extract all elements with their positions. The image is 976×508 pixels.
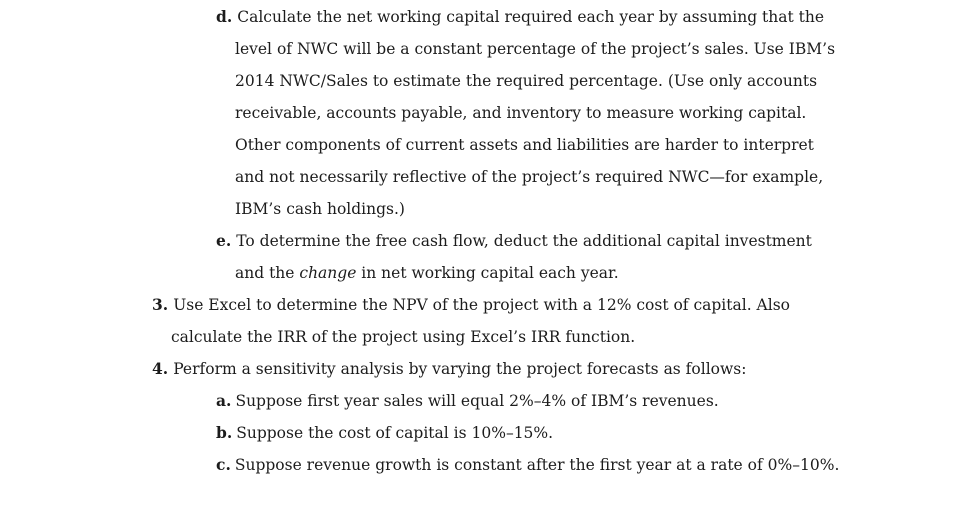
item-d-line-5: Other components of current assets and liabilities are harder to interpret	[235, 136, 814, 154]
item-e-line-2	[235, 263, 619, 283]
item-e-text-2a: and the	[235, 264, 300, 282]
item-e-line-1	[216, 231, 812, 251]
sub-item-a-marker: a.	[216, 391, 232, 410]
item-4-text-1: Perform a sensitivity analysis by varying the project forecasts as follows:	[173, 360, 747, 378]
sub-item-c-marker: c.	[216, 455, 231, 474]
item-e-text-1: To determine the free cash flow, deduct the additional capital investment	[236, 232, 812, 250]
item-3-text-1: Use Excel to determine the NPV of the project with a 12% cost of capital. Also	[173, 296, 790, 314]
item-d-line-3: 2014 NWC/Sales to estimate the required percentage. (Use only accounts	[235, 72, 818, 90]
sub-item-b-marker: b.	[216, 423, 233, 442]
item-3-line-1	[152, 295, 790, 315]
item-4-marker: 4.	[152, 359, 169, 378]
item-e-emphasis: change	[299, 264, 357, 282]
item-3-marker: 3.	[152, 295, 169, 314]
sub-item-c-text: Suppose revenue growth is constant after the first year at a rate of 0%–10%.	[234, 456, 840, 474]
item-d-line-2: level of NWC will be a constant percentage of the project’s sales. Use IBM’s	[235, 40, 836, 58]
item-4-line-1	[152, 359, 746, 379]
item-e-text-2b: in net working capital each year.	[356, 264, 619, 282]
item-d-line-1	[216, 7, 824, 27]
sub-item-b	[216, 423, 553, 443]
item-d-text-1: Calculate the net working capital required each year by assuming that the	[237, 8, 825, 26]
item-d-line-7: IBM’s cash holdings.)	[235, 200, 405, 218]
sub-item-a	[216, 391, 719, 411]
item-e-marker: e.	[216, 231, 232, 250]
item-3-line-2: calculate the IRR of the project using Excel’s IRR function.	[171, 328, 636, 346]
item-d-line-6: and not necessarily reflective of the project’s required NWC—for example,	[235, 168, 824, 186]
item-d-line-4: receivable, accounts payable, and inventory to measure working capital.	[235, 104, 807, 122]
sub-item-c	[216, 455, 839, 475]
sub-item-a-text: Suppose first year sales will equal 2%–4% of IBM’s revenues.	[235, 392, 719, 410]
item-d-marker: d.	[216, 7, 233, 26]
sub-item-b-text: Suppose the cost of capital is 10%–15%.	[236, 424, 554, 442]
